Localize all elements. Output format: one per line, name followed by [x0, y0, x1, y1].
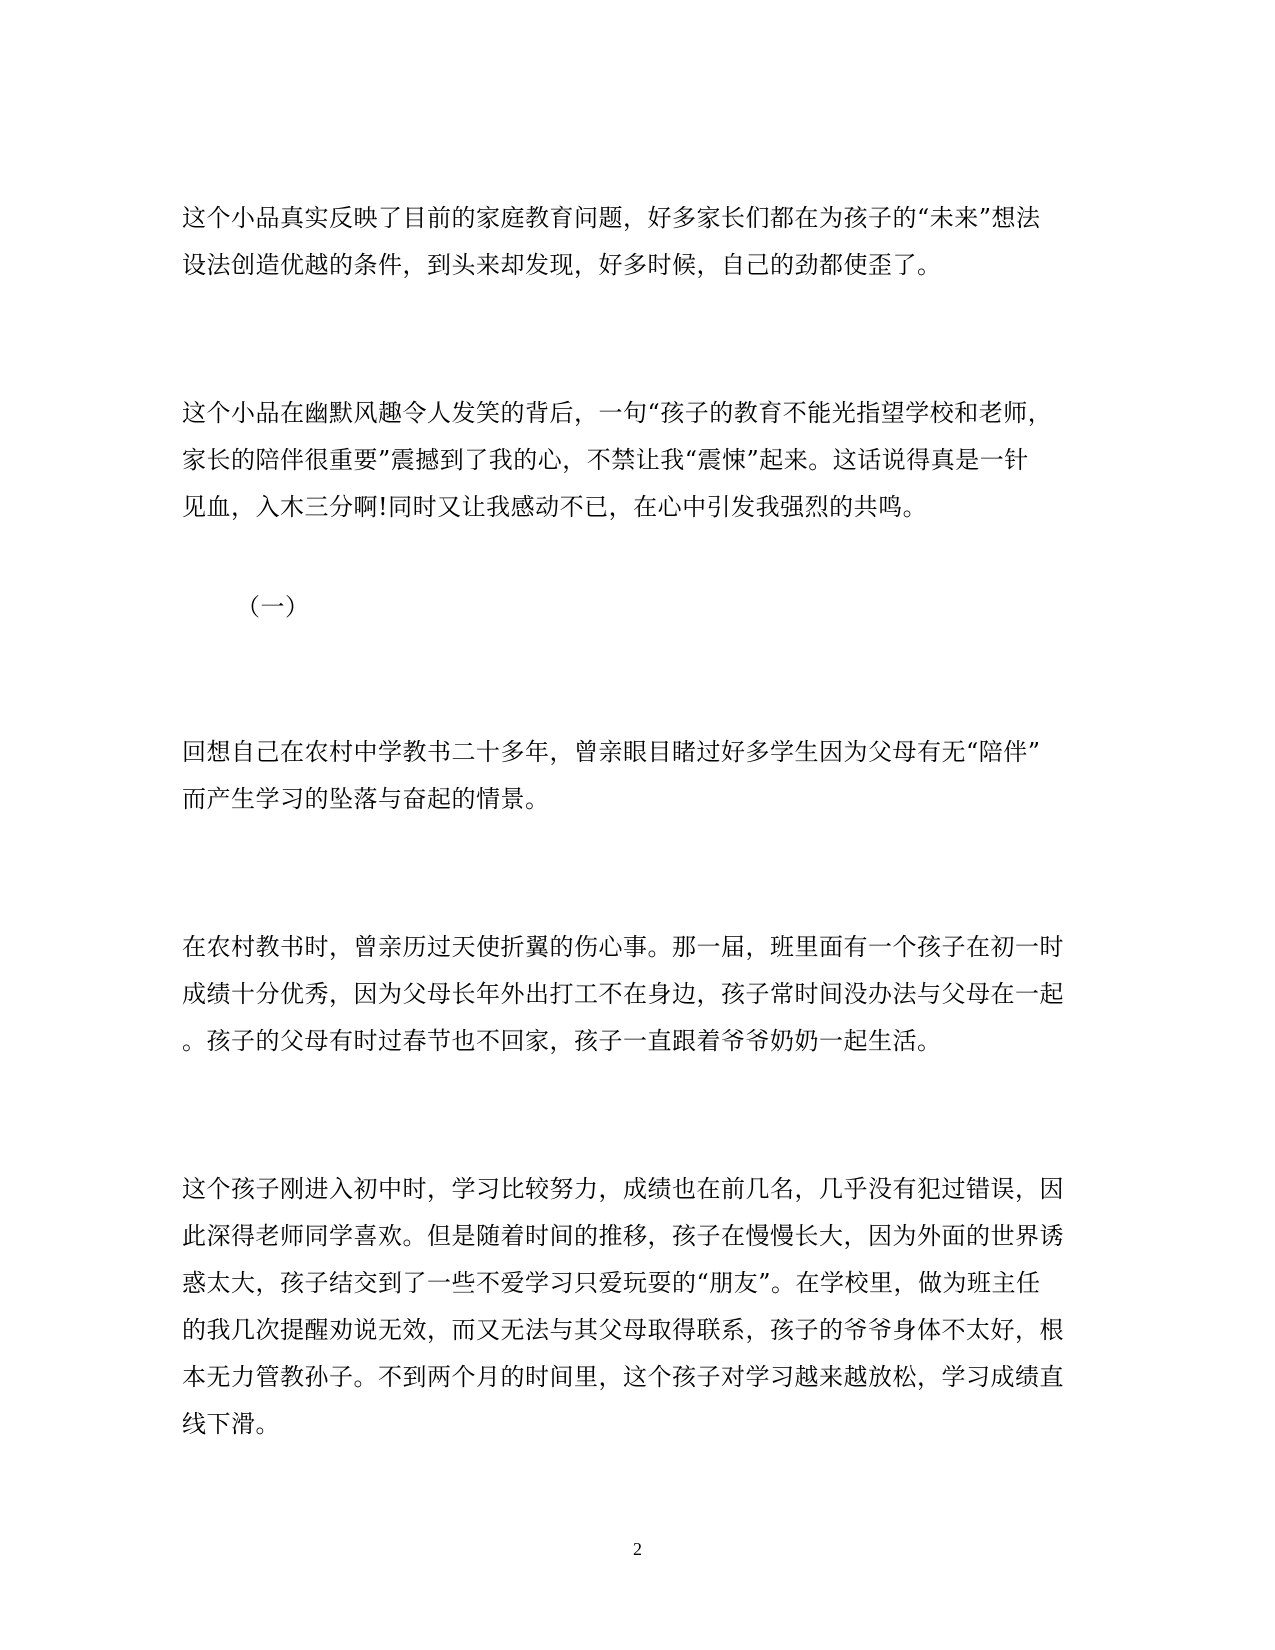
text-line-3: 这个小品在幽默风趣令人发笑的背后，一句“孩子的教育不能光指望学校和老师， [182, 399, 1053, 427]
text-line-11: 。孩子的父母有时过春节也不回家，孩子一直跟着爷爷奶奶一起生活。 [182, 1027, 942, 1055]
page-number: 2 [633, 1539, 642, 1559]
text-line-16: 本无力管教孙子。不到两个月的时间里，这个孩子对学习越来越放松，学习成绩直 [182, 1363, 1064, 1391]
text-line-7: 回想自己在农村中学教书二十多年，曾亲眼目睹过好多学生因为父母有无“陪伴” [182, 738, 1041, 766]
text-line-2: 设法创造优越的条件，到头来却发现，好多时候，自己的劲都使歪了。 [182, 251, 942, 279]
text-line-15: 的我几次提醒劝说无效，而又无法与其父母取得联系，孩子的爷爷身体不太好，根 [182, 1316, 1064, 1344]
text-line-12: 这个孩子刚进入初中时，学习比较努力，成绩也在前几名，几乎没有犯过错误，因 [182, 1175, 1064, 1203]
text-line-1: 这个小品真实反映了目前的家庭教育问题，好多家长们都在为孩子的“未来”想法 [182, 204, 1041, 232]
text-line-9: 在农村教书时，曾亲历过天使折翼的伤心事。那一届，班里面有一个孩子在初一时 [182, 933, 1064, 961]
text-line-14: 惑太大，孩子结交到了一些不爱学习只爱玩耍的“朋友”。在学校里，做为班主任 [182, 1269, 1041, 1297]
section-heading: （一） [236, 593, 310, 621]
text-line-13: 此深得老师同学喜欢。但是随着时间的推移，孩子在慢慢长大，因为外面的世界诱 [182, 1222, 1064, 1250]
text-line-5: 见血，入木三分啊!同时又让我感动不已，在心中引发我强烈的共鸣。 [182, 493, 928, 521]
text-line-8: 而产生学习的坠落与奋起的情景。 [182, 785, 550, 813]
text-line-4: 家长的陪伴很重要”震撼到了我的心，不禁让我“震悚”起来。这话说得真是一针 [182, 446, 1029, 474]
text-line-17: 线下滑。 [182, 1410, 280, 1438]
text-line-10: 成绩十分优秀，因为父母长年外出打工不在身边，孩子常时间没办法与父母在一起 [182, 980, 1064, 1008]
